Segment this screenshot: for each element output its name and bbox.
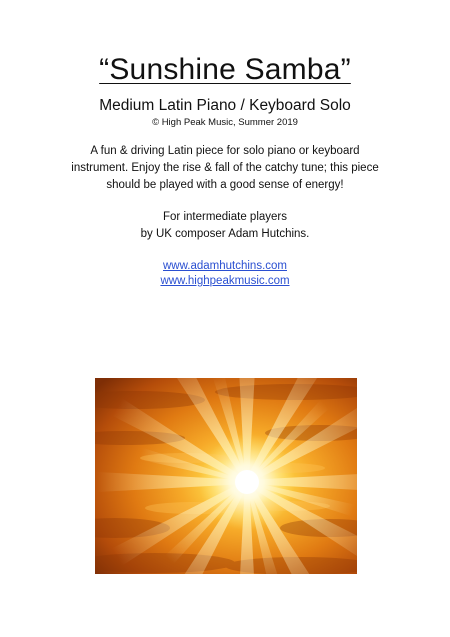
description-line: instrument. Enjoy the rise & fall of the catchy tune; this piece <box>71 162 379 174</box>
composer-line: by UK composer Adam Hutchins. <box>140 228 310 240</box>
copyright-notice: © High Peak Music, Summer 2019 <box>152 117 298 128</box>
page-title: “Sunshine Samba” <box>99 53 351 86</box>
description-line: should be played with a good sense of energy! <box>106 179 344 191</box>
page-subtitle: Medium Latin Piano / Keyboard Solo <box>99 97 351 114</box>
sun-core <box>235 470 259 494</box>
piece-description <box>40 143 410 194</box>
description-line: A fun & driving Latin piece for solo piano or keyboard <box>90 145 360 157</box>
audience-line: For intermediate players <box>163 211 287 223</box>
link-adamhutchins[interactable]: www.adamhutchins.com <box>163 260 287 272</box>
audience-info <box>40 209 410 243</box>
link-highpeakmusic[interactable]: www.highpeakmusic.com <box>160 275 290 287</box>
sunburst-clouds-photo <box>95 378 357 574</box>
website-links <box>40 259 410 289</box>
